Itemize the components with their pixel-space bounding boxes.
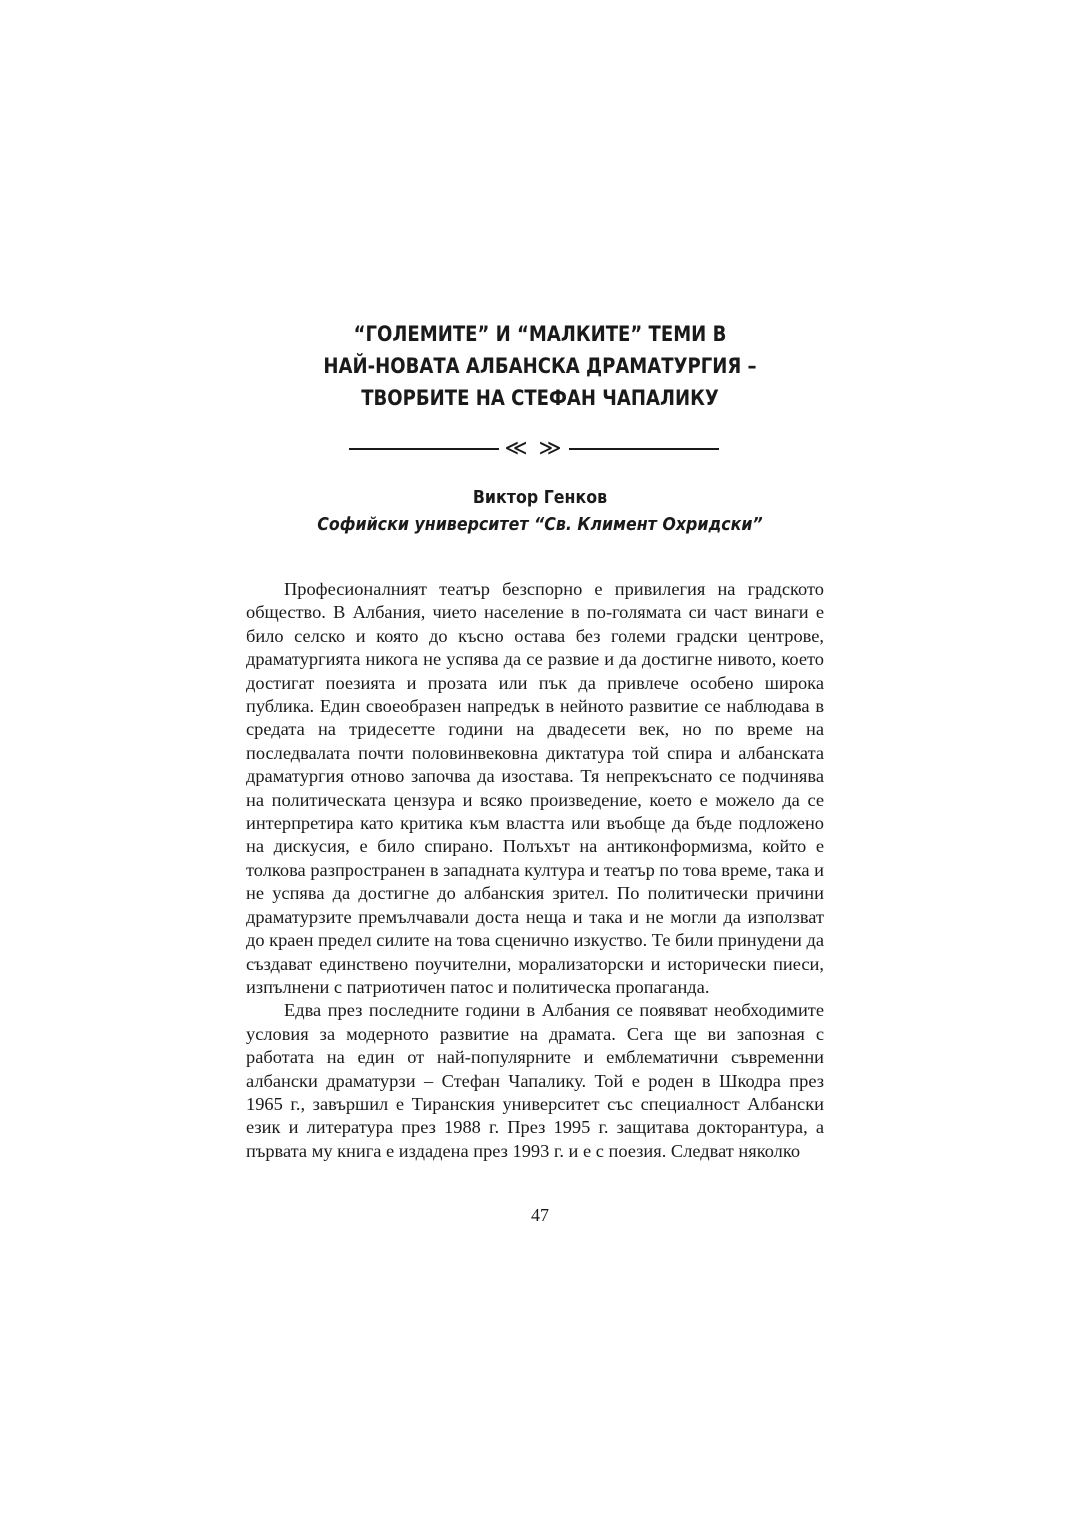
- body-paragraph-2: Едва през последните години в Албания се появяват необходимите условия за модерното развитие на драмата. Сега ще ви запозная с работата на един от най-популярните и емблематични съвременни албански драматурзи – Стефан Чапалику. Той е роден в Шкодра през 1965 г., завършил е Тиранския университет със специалност Албански език и литература през 1988 г. През 1995 г. защитава докторантура, а първата му книга е издадена през 1993 г. и е с поезия. Следват няколко: [246, 1000, 824, 1161]
- author-affiliation: Софийски университет “Св. Климент Охридски”: [317, 514, 763, 535]
- title-line-3: ТВОРБИТЕ НА СТЕФАН ЧАПАЛИКУ: [361, 386, 719, 410]
- ornament-right-rule: [569, 448, 719, 450]
- article-title: [291, 318, 790, 414]
- title-line-2: НАЙ-НОВАТА АЛБАНСКА ДРАМАТУРГИЯ –: [323, 354, 757, 378]
- article-body: [246, 578, 824, 1163]
- title-line-1: “ГОЛЕМИТЕ” И “МАЛКИТЕ” ТЕМИ В: [353, 322, 727, 346]
- ornament-guillemets-icon: ≪ ≫: [504, 436, 564, 461]
- body-paragraph-1: Професионалният театър безспорно е привилегия на градското общество. В Албания, чието население в по-голямата си част винаги е било селско и която до късно остава без големи градски центрове, драматургията никога не успява да се развие и да достигне нивото, което достигат поезията и прозата или пък да привлече особено широка публика. Един своеобразен напредък в нейното развитие се наблюдава в средата на тридесетте години на двадесети век, но по време на последвалата почти половинвековна диктатура той спира и албанската драматургия отново започва да изостава. Тя непрекъснато се подчинява на политическата цензура и всяко произведение, което е можело да се интерпретира като критика към властта или въобще да бъде подложено на дискусия, е било спирано. Полъхът на антиконформизма, който е толкова разпространен в западната култура и театър по това време, така и не успява да достигне до албанския зрител. По политически причини драматурзите премълчавали доста неща и така и не могли да използват до краен предел силите на това сценично изкуство. Те били принудени да създават единствено поучителни, морализаторски и исторически пиеси, изпълнени с патриотичен патос и политическа пропаганда.: [246, 579, 824, 997]
- title-ornament-divider: [349, 437, 719, 461]
- author-name: Виктор Генков: [472, 487, 608, 508]
- ornament-left-rule: [349, 448, 499, 450]
- page-number: 47: [531, 1205, 549, 1225]
